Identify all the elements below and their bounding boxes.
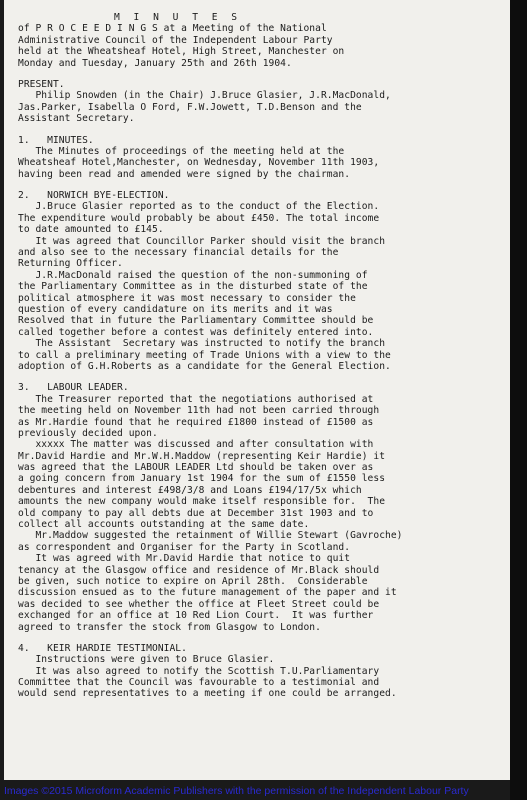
- section-line: as correspondent and Organiser for the Party in Scotland.: [18, 541, 351, 553]
- section-line: Committee that the Council was favourable to a testimonial and: [18, 677, 380, 689]
- section-line: adoption of G.H.Roberts as a candidate for the General Election.: [18, 360, 391, 372]
- section-line: the meeting held on November 11th had not been carried through: [18, 405, 380, 417]
- section-line: would send representatives to a meeting if one could be arranged.: [18, 688, 397, 700]
- section-line: political atmosphere it was most necessary to consider the: [18, 292, 356, 304]
- section-keir-hardie-testimonial: [18, 643, 504, 700]
- section-line: the Parliamentary Committee as in the disturbed state of the: [18, 281, 368, 293]
- section-line: The expenditure would probably be about £450. The total income: [18, 212, 380, 224]
- section-line: The Treasurer reported that the negotiations authorised at: [18, 393, 374, 405]
- present-line: Philip Snowden (in the Chair) J.Bruce Glasier, J.R.MacDonald,: [18, 90, 391, 102]
- section-line: The Minutes of proceedings of the meeting held at the: [18, 145, 345, 157]
- section-line: old company to pay all debts due at December 31st 1903 and to: [18, 507, 374, 519]
- section-line: be given, such notice to expire on April 28th. Considerable: [18, 575, 368, 587]
- heading-line: Administrative Council of the Independent Labour Party: [18, 34, 333, 46]
- section-line: Instructions were given to Bruce Glasier.: [18, 654, 275, 666]
- section-line: to date amounted to £145.: [18, 224, 164, 236]
- section-line: Mr.Maddow suggested the retainment of Willie Stewart (Gavroche): [18, 530, 403, 542]
- document-page: [4, 0, 510, 780]
- section-line: amounts the new company would make itself responsible for. The: [18, 496, 386, 508]
- section-line: having been read and amended were signed by the chairman.: [18, 168, 351, 180]
- section-norwich-bye-election: [18, 190, 504, 372]
- section-line: exchanged for an office at 10 Red Lion Court. It was further: [18, 610, 374, 622]
- heading-block: [18, 12, 504, 69]
- heading-line: of P R O C E E D I N G S at a Meeting of the National: [18, 23, 327, 35]
- section-line: tenancy at the Glasgow office and residence of Mr.Black should: [18, 564, 380, 576]
- heading-line: Monday and Tuesday, January 25th and 26th 1904.: [18, 57, 292, 69]
- section-line: Wheatsheaf Hotel,Manchester, on Wednesday, November 11th 1903,: [18, 157, 380, 169]
- section-line: to call a preliminary meeting of Trade Unions with a view to the: [18, 349, 391, 361]
- section-line: Mr.David Hardie and Mr.W.H.Maddow (representing Keir Hardie) it: [18, 450, 386, 462]
- section-labour-leader: [18, 382, 504, 633]
- section-heading: 1. MINUTES.: [18, 134, 94, 146]
- section-line: discussion ensued as to the future management of the paper and it: [18, 587, 397, 599]
- section-line: was decided to see whether the office at Fleet Street could be: [18, 598, 380, 610]
- section-line: collect all accounts outstanding at the same date.: [18, 519, 310, 531]
- section-heading: 4. KEIR HARDIE TESTIMONIAL.: [18, 642, 187, 654]
- section-line: was agreed that the LABOUR LEADER Ltd should be taken over as: [18, 462, 374, 474]
- section-heading: 3. LABOUR LEADER.: [18, 382, 129, 394]
- minutes-text: [18, 12, 504, 700]
- section-heading: 2. NORWICH BYE-ELECTION.: [18, 190, 170, 202]
- section-line: J.Bruce Glasier reported as to the conduct of the Election.: [18, 201, 380, 213]
- section-line: The Assistant Secretary was instructed to notify the branch: [18, 338, 386, 350]
- section-line: as Mr.Hardie found that he required £1800 instead of £1500 as: [18, 416, 374, 428]
- section-line: previously decided upon.: [18, 427, 158, 439]
- heading-title: M I N U T E S: [114, 12, 242, 23]
- section-line: a going concern from January 1st 1904 for the sum of £1550 less: [18, 473, 386, 485]
- section-line: J.R.MacDonald raised the question of the non-summoning of: [18, 269, 368, 281]
- scan-edge: [510, 0, 527, 800]
- section-line: It was agreed that Councillor Parker should visit the branch: [18, 235, 386, 247]
- section-line: agreed to transfer the stock from Glasgow to London.: [18, 621, 321, 633]
- present-block: [18, 79, 504, 125]
- present-line: Assistant Secretary.: [18, 113, 135, 125]
- section-line: xxxxx The matter was discussed and after consultation with: [18, 439, 374, 451]
- section-line: Resolved that in future the Parliamentary Committee should be: [18, 315, 374, 327]
- section-line: debentures and interest £498/3/8 and Loans £194/17/5x which: [18, 484, 362, 496]
- section-minutes: [18, 135, 504, 181]
- section-line: It was agreed with Mr.David Hardie that notice to quit: [18, 553, 351, 565]
- copyright-footer: Images ©2015 Microform Academic Publishers with the permission of the Independent Labour Party: [4, 785, 469, 797]
- section-line: Returning Officer.: [18, 258, 123, 270]
- section-line: question of every candidature on its merits and it was: [18, 303, 333, 315]
- section-line: and also see to the necessary financial details for the: [18, 247, 339, 259]
- section-line: called together before a contest was definitely entered into.: [18, 326, 374, 338]
- section-line: It was also agreed to notify the Scottish T.U.Parliamentary: [18, 665, 380, 677]
- heading-line: held at the Wheatsheaf Hotel, High Street, Manchester on: [18, 46, 345, 58]
- present-line: Jas.Parker, Isabella O Ford, F.W.Jowett, T.D.Benson and the: [18, 101, 362, 113]
- present-heading: PRESENT.: [18, 78, 65, 90]
